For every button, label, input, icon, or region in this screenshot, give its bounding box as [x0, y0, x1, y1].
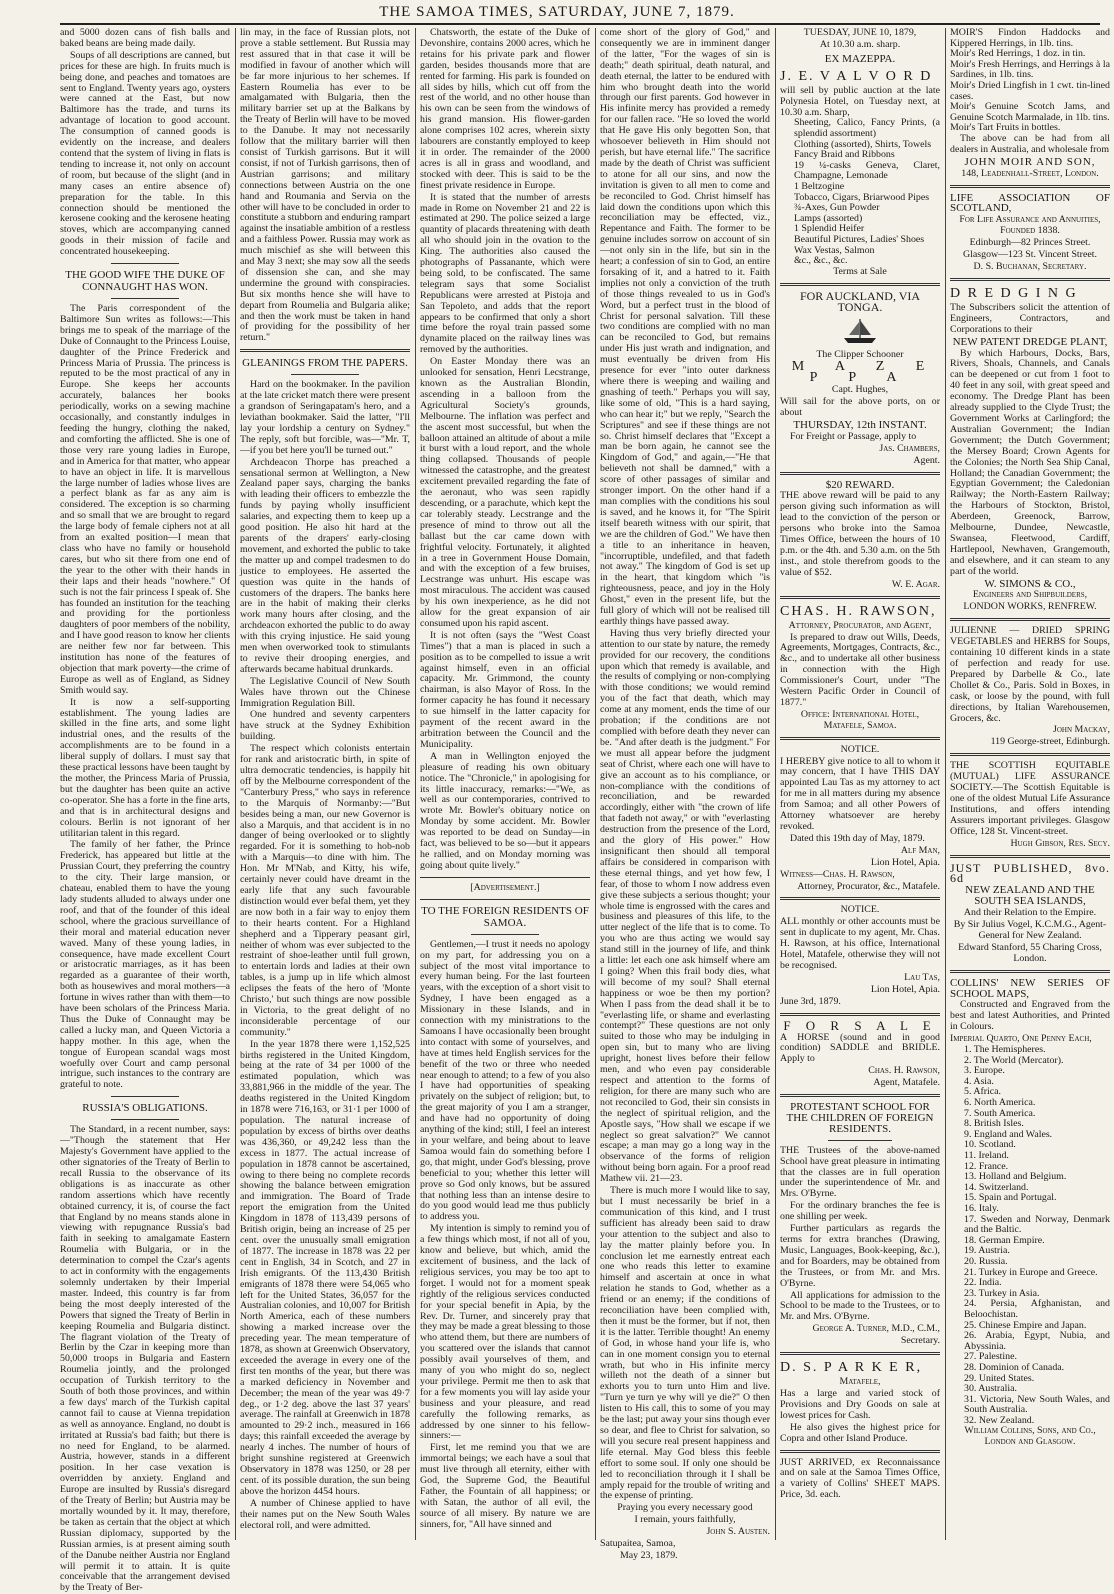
ad-body: Constructed and Engraved from the best and latest Authorities, and Printed in Colours. [950, 999, 1110, 1033]
ad-witness: Attorney, Procurator, &c., Matafele. [797, 880, 940, 892]
divider [471, 934, 539, 935]
divider [780, 1013, 940, 1016]
ad-body: For Freight or Passage, apply to [790, 430, 917, 442]
moir-item: MOIR'S Findon Haddocks and Kippered Herrings, in 1lb. tins. [950, 27, 1110, 49]
column-5-ads [780, 28, 940, 1540]
ad-ship-name: M A Z E P P A [791, 359, 939, 386]
map-list-item: 14. Switzerland. [964, 1181, 1029, 1193]
column-rule [775, 28, 776, 1540]
auction-item: Beautiful Pictures, Ladies' Shoes [794, 233, 925, 245]
divider [950, 278, 1110, 281]
map-list-item: 30. Australia. [964, 1383, 1017, 1395]
column-rule [415, 28, 416, 1540]
map-list-item: 16. Italy. [964, 1203, 999, 1214]
article-text: Archdeacon Thorpe has preached a sensational sermon at Wellington, a New Zealand paper says, charging the banks with leading their officers to embezzle the funds by paying wholly insufficient salaries, and expecting them to keep up a good position. He also hit hard at the parents of the drapers' early-closing movement, and exhorted the public to take the matter up and compel tradesmen to do justice to employees. He asserted the question was quite in the hands of customers of the drapers. The banks here are in the habit of making their clerks work many hours after closing, and the archdeacon exhorted the public to do away with this crying injustice. He said young men when overworked took to stimulants to revive their drooping energies, and afterwards became habitual drunkards. [240, 456, 410, 675]
ad-body: The Subscribers solicit the attention of Engineers, Contractors, and Corporations to their [950, 301, 1110, 335]
ad-title-school: PROTESTANT SCHOOL FOR THE CHILDREN OF FOREIGN RESIDENTS. [786, 1101, 934, 1135]
ad-body: Will sail for the above ports, on or about [780, 396, 940, 418]
map-list-item: 7. South America. [964, 1107, 1036, 1119]
ad-signature: Hugh Gibson, Res. Secy. [1010, 837, 1110, 849]
letter-text: My intention is simply to remind you of a few things which most, if not all of you, know and believe, but which, amid the excitement of business, and the lack of religious services, you may be too apt to forget. I would not for a moment speak rightly of the religious services conducted for your special benefit in Apia, by the Rev. Dr. Turner, and sincerely pray that they may be made a great blessing to those who attend them, but there are numbers of you scattered over the islands that cannot possibly avail yourselves of them, and many of you who might do so, neglect your privilege. Permit me then to ask that for a few moments you will lay aside your business and your pleasure, and read carefully the following remarks, as addressed by one sinner to his fellow-sinners:— [420, 1223, 590, 1442]
ad-signature: Secretary. [900, 1335, 940, 1347]
divider [111, 298, 179, 299]
letter-text: Gentlemen,—I trust it needs no apology on my part, for addressing you on a subject of the most vital importance to every human being. For the last fourteen years, with the exception of a short visit to Sydney, I have been engaged as a Missionary in these Islands, and in connection with my ministrations to the Samoans I have occasionally been brought into contact with some of yourselves, and have at times held English services for the benefit of the two or three who needed near enough to attend; to a few of you also I have had opportunities of speaking privately on the subject of religion; but, to the great majority of you I am a stranger, and have had no opportunity of doing anything of the kind; still, I feel an interest in your welfare, and being about to leave Samoa would fain do something before I go, that might, under God's blessing, prove beneficial to you; whether this letter will prove so God only knows, but be assured that nothing less than an intense desire to do you good would lead me thus publicly to address you. [420, 938, 590, 1223]
ad-signature: D. S. Buchanan, Secretary. [973, 261, 1087, 272]
auction-item: Clothing (assorted), Shirts, Towels [794, 138, 932, 150]
maps-list [950, 1045, 1110, 1426]
moir-item: Moir's Dried Lingfish in 1 cwt. tin-lined cases. [950, 79, 1110, 102]
ad-signature: Engineers and Shipbuilders, [972, 589, 1088, 601]
ad-body: And their Relation to the Empire. [963, 907, 1097, 919]
divider [950, 753, 1110, 756]
divider [420, 899, 590, 900]
ad-witness: Witness—Chas. H. Rawson, [780, 868, 895, 880]
article-text: Hard on the bookmaker. In the pavilion at the late cricket match there were present a grandson of Seringapatam's hero, and a leviathan bookmaker. Said the latter, "I'll lay your lordship a century on Sydney." The reply, soft but forcible, was—"Mr. T,—if you bet here you'll be turned out." [240, 379, 410, 456]
ad-signature: Lion Hotel, Apia. [870, 856, 940, 868]
map-list-item: 11. Ireland. [964, 1150, 1009, 1162]
auction-item: &c., &c., &c. [794, 255, 848, 267]
masthead-rule [60, 23, 1100, 25]
moir-item: Moir's Tart Fruits in bottles. [950, 122, 1061, 134]
auction-item: Sheeting, Calico, Fancy Prints, (a splendid assortment) [794, 117, 940, 140]
ad-role: Attorney, Procurator, and Agent, [788, 619, 932, 631]
ad-body-maps: JUST ARRIVED, ex Reconnaissance and on sale at the Samoa Times Office, a variety of Collins' SHEET MAPS. Price, 3d. each. [780, 1456, 940, 1501]
divider [780, 1094, 940, 1097]
ad-body: THE above reward will be paid to any person giving such information as will lead to the conviction of the person or persons who broke into the Samoa Times Office, between the hours of 10 p.m. or the 4th. and 5.30 a.m. on the 5th inst., and stole therefrom goods to the value of $52. [780, 490, 940, 578]
article-text: Chatsworth, the estate of the Duke of Devonshire, contains 2000 acres, which he retains for his private park and flower garden, besides thousands more that are rented for farming. His park is founded on all sides by hills, which cut off from the rest of the world, and no other house than his own can be seen from the windows of his grand mansion. His flower-garden alone comprises 102 acres, wherein sixty labourers are constantly employed to keep it in order. The remainder of the 2000 acres is all in grass and woodland, and stocked with deer. This is said to be the finest private residence in Europe. [420, 27, 590, 191]
ad-address: 148, Leadenhall-Street, London. [961, 167, 1099, 179]
divider [111, 1096, 179, 1097]
ad-signature: John Mackay, [1053, 724, 1110, 736]
ad-office: Office: International Hotel, Matafele, Samoa. [800, 708, 920, 731]
map-list-item: 23. Turkey in Asia. [964, 1287, 1040, 1299]
map-list-item: 27. Palestine. [964, 1351, 1017, 1363]
ad-body: Has a large and varied stock of Provisions and Dry Goods on sale at lowest prices for Cash. [780, 1387, 940, 1421]
ad-title-just-published: JUST PUBLISHED, 8vo. 6d [950, 860, 1110, 886]
column-rule [235, 28, 236, 1540]
ad-body: All applications for admission to the School to be made to the Trustees, or to Mr. and Mrs. O'Byrne. [780, 1289, 940, 1323]
article-text: It is now a self-supporting establishment. The young ladies are skilled in the fine arts, and some light industrial ones, and the results of the accomplishments are to be found in a liberal supply of dollars. I must say that these practical lessons have been taught by the mother, the Princess Maria of Prussia, but the daughter has been quite an active co-operator. She has a forte in the fine arts, and that is in architectural designs and colours. Berlin is not ignorant of her utilitarian talent in this regard. [60, 696, 231, 839]
map-list-item: 1. The Hemispheres. [964, 1044, 1046, 1056]
ad-address: Glasgow—123 St. Vincent Street. [963, 249, 1097, 261]
auction-time: At 10.30 a.m. sharp. [819, 38, 901, 50]
ad-body: The above can be had from all dealers in Australia, and wholesale from [950, 132, 1110, 155]
ad-sub: The Clipper Schooner [816, 349, 904, 361]
auction-item: 1 Beltzogine [794, 181, 845, 192]
advertisement-label: [Advertisement.] [470, 881, 540, 893]
ad-title-parker: D. S. P A R K E R, [780, 1360, 923, 1376]
article-text: The Legislative Council of New South Wales have thrown out the Chinese Immigration Regulation Bill. [240, 675, 410, 709]
letter-text: First, let me remind you that we are immortal beings; we each have a soul that must live through all eternity, either with God, the Supreme God, the Beautiful Father, the Fountain of all happiness; or with Satan, the author of all evil, the source of all misery. By nature we are sinners, for, "All have sinned and [420, 1442, 590, 1530]
column-6-ads [950, 28, 1110, 1540]
ad-body: By which Harbours, Docks, Bars, Rivers, Shoals, Channels, and Canals can be deepened or cut from 1 foot to 40 feet in any soil, with great speed and economy. The Dredge Plant has been already supplied to the Clyde Trust; the Government Works at Carlingford; the Australian Government; the Indian Government; the Dutch Government; the Mersey Board; Crown Agents for the Colonies; the North Sea Ship Canal, Holland; the Canadian Government; the Egyptian Government; the Caledonian Railway; the North-Eastern Railway; the Harbours of Stockton, Bristol, Aberdeen, Greenock, Barrow, Melbourne, Dundee, Newcastle, Swansea, Fleetwood, Cardiff, Hartlepool, Newhaven, Grangemouth, and elsewhere, and it can steam to any part of the world. [950, 347, 1110, 577]
headline-duke-of-connaught: THE GOOD WIFE THE DUKE OF CONNAUGHT HAS WON. [65, 269, 225, 294]
map-list-item: 6. North America. [964, 1097, 1036, 1109]
divider [780, 1352, 940, 1355]
article-text: A number of Chinese applied to have their names put on the New South Wales electoral roll, and were admitted. [240, 1497, 410, 1531]
ad-title-reward: $20 REWARD. [825, 478, 895, 491]
map-list-item: 20. Russia. [964, 1255, 1008, 1267]
ad-body-julienne: JULIENNE — DRIED SPRING VEGETABLES and HERBS for Soups, containing 10 different kinds in a state of perfection and ready for use. Prepared by Darbelle & Co., late Chollet & Co., Paris. Sold in Boxes, in cask, or loose by the pound, with full directions, by Italian Warehousemen, Grocers, &c. [950, 625, 1110, 724]
map-list-item: 18. German Empire. [964, 1234, 1045, 1246]
map-list-item: 15. Spain and Portugal. [964, 1192, 1057, 1204]
divider [780, 1450, 940, 1453]
map-list-item: 25. Chinese Empire and Japan. [964, 1319, 1087, 1331]
auction-ship: EX MAZEPPA. [824, 52, 896, 65]
map-list-item: 31. Victoria, New South Wales, and South Australia. [964, 1393, 1110, 1416]
ad-sub: Imperial Quarto, One Penny Each, [950, 1033, 1092, 1045]
map-list-item: 13. Holland and Belgium. [964, 1171, 1067, 1183]
ad-sub: NEW PATENT DREDGE PLANT, [952, 335, 1108, 348]
ad-address: Edinburgh—82 Princes Street. [969, 237, 1091, 249]
moir-item: Moir's Red Herrings, 1 doz. in tin. [950, 48, 1086, 60]
column-2 [240, 28, 410, 1540]
map-list-item: 17. Sweden and Norway, Denmark and the Baltic. [964, 1213, 1110, 1236]
auction-item: ¾-Axes, Gun Powder [794, 202, 880, 214]
article-text: It is not often (says the "West Coast Times") that a man is placed in such a position as to be compelled to issue a writ against himself, even in an official capacity. Mr. Grimmond, the county chairman, is also Mayor of Ross. In the former capacity he has found it necessary to sue himself in the latter capacity for payment of the recent award in the arbitration between the Council and the Municipality. [420, 629, 590, 750]
ad-title-for-sale: F O R S A L E [783, 1017, 937, 1033]
article-text: It is stated that the number of arrests made in Rome on November 21 and 22 is estimated at 290. The police seized a large quantity of placards threatening with death all who should join in the ovation to the King. The authorities also caused the photographs of Passanante, which were being sold, to be confiscated. The same telegram says that some Socialist Republicans were arrested at Pistoja and San Tepoleto, and adds that the report appears to be confirmed that only a short time before the royal train passed some dynamite placed on the railway lines was removed by the authorities. [420, 191, 590, 356]
ad-title-life-association: LIFE ASSOCIATION OF SCOTLAND, [950, 191, 1110, 215]
article-text: On Easter Monday there was an unlooked for sensation, Henri Lecstrange, known as the Australian Blondin, ascending in a balloon from the Agricultural Society's grounds, Melbourne. The inflation was perfect and the ascent most successful, but when the balloon attained an altitude of about a mile it burst with a loud report, and the whole thing collapsed. Thousands of people witnessed the catastrophe, and the greatest excitement prevailed regarding the fate of the aeronaut, who was seen rapidly descending, or a parachute, which kept the car tolerably steady. Lecstrange and the presence of mind to throw out all the ballast but the car came down with frightful velocity. Fortunately, it alighted in a tree in Government House Domain, and with the exception of a few bruises, Lecstrange was unhurt. His escape was most miraculous. The accident was caused by his own inexperience, as he did not allow for the great expansion of air consumed upon his rapid ascent. [420, 356, 590, 629]
ad-publisher: Edward Stanford, 55 Charing Cross, London. [958, 941, 1102, 964]
article-text: The family of her father, the Prince Frederick, has appeared but little at the Prussian Court, they preferring the country to the city. Their large mansion, or chateau, enabled them to have the young lady students alluded to always under one roof, and that of the founder of this ideal school, where the gracious surveillance of their moral and material education never waved. Many of these young ladies, in consequence, have made excellent Court or aristocratic marriages, as it has been regarded as a guarantee of their worth, both as housewives and moral mothers—a fortune in wives rather than with them—to have been scholars of the Princess Maria. Thus the Duke of Connaught may be called a lucky man, and Queen Victoria a happy mother. In this age, when the tongue of European scandal wags most woefully over Court and camp personal intrigue, such instances to the contrary are grateful to note. [60, 839, 230, 1091]
article-text: The Standard, in a recent number, says:—"Though the statement that Her Majesty's Government have applied to the other signatories of the Treaty of Berlin to recall Russia to the observance of its obligations is as inaccurate as other random assertions which have recently obtained currency, it is, of course the fact that England by no means stands alone in viewing with repugnance Russia's bad faith in seeking to amalgamate Eastern Roumelia with Bulgaria, or in the determination to compel the Czar's agents to act in conformity with the engagements solemnly undertaken by their Imperial master. Indeed, this country is far from being the most deeply interested of the Powers that signed the Treaty of Berlin in keeping Roumelia and Bulgaria distinct. The flagrant violation of the Treaty of Berlin by the Czar in keeping more than 50,000 troops in Bulgaria and Eastern Roumelia jointly, and the prolonged occupation of Turkish territory to the South of both those provinces, and within a few days' march of the Turkish capital cannot fail to cause at Vienna trepidation as well as annoyance. England, no doubt is irritated at Russia's bad faith; but there is no need for England, to be alarmed. Austria, however, stands in a different position. In her case vexation is overridden by anxiety. England and Europe are insulted by Russia's disregard of the Treaty of Berlin; but Austria may be mortally wounded by it. It may, therefore, be taken as certain that the object at which Russian diplomacy, supported by the Russian armies, is at present aiming south of the Danube neither Austria nor England will permit it to attain. It is quite conceivable that the arrangement devised by the Treaty of Ber- [60, 1124, 230, 1594]
ad-sub: For Life Assurance and Annuities, Founded 1838. [959, 214, 1101, 237]
article-text: and 5000 dozen cans of fish balls and baked beans are being made daily. [60, 27, 230, 49]
ad-title-moir: JOHN MOIR AND SON, [964, 155, 1096, 168]
ad-signature: Chas. H. Rawson, [868, 1065, 940, 1077]
map-list-item: 9. England and Wales. [964, 1128, 1053, 1140]
divider [111, 263, 179, 264]
divider [420, 877, 590, 878]
masthead: THE SAMOA TIMES, SATURDAY, JUNE 7, 1879. [379, 4, 735, 20]
divider [780, 737, 940, 740]
map-list-item: 3. Europe. [964, 1065, 1005, 1077]
ad-signature: Alf Man, [900, 844, 940, 856]
ad-signature: 119 George-street, Edinburgh. [990, 736, 1110, 748]
map-list-item: 2. The World (Mercator). [964, 1054, 1064, 1066]
map-list-item: 26. Arabia, Egypt, Nubia, and Abyssinia. [964, 1330, 1110, 1352]
ad-captain: Capt. Hughes, [831, 384, 889, 396]
ad-body: Is prepared to draw out Wills, Deeds, Agreements, Mortgages, Contracts, &c., &c., and to undertake all other business in connection with the High Commissioner's Court, under "The Western Pacific Order in Council of 1877." [780, 631, 940, 708]
map-list-item: 29. United States. [964, 1372, 1035, 1384]
auction-item: 19 ¼-casks Geneva, Claret, Champagne, Lemonade [794, 159, 940, 182]
divider [111, 1119, 179, 1120]
column-rule [945, 28, 946, 1540]
auction-item: Wax Vestas, Salmon [794, 244, 875, 256]
divider [780, 897, 940, 900]
column-3 [420, 28, 590, 1540]
map-list-item: 10. Scotland. [964, 1139, 1016, 1151]
headline-russias-obligations: RUSSIA'S OBLIGATIONS. [82, 1102, 208, 1115]
article-text: lin may, in the face of Russian plots, not prove a stable settlement. But Russia may rest assured that in that case it will be modified in favour of another which will be far more injurious to her schemes. If Eastern Roumelia has ever to be amalgamated with Bulgaria, then the military barrier set up at the Balkans by the Treaty of Berlin will have to be moved to the Danube. It may not necessarily follow that the military barrier will then consist of Turkish garrisons. But it will consist, if not of Turkish garrisons, then of Austrian garrisons; and military connections between Austria on the one hand and Roumania and Servia on the other will have to be concluded in order to constitute a stubborn and enduring rampart against the insatiable ambition of a restless and a faithless Power. Russia may work as much mischief as she will between this and May 3 next; she may sow all the seeds of dissension she can, and she may undermine the ground with conspiracies. But six months hence she will have to depart from Roumelia and Bulgaria alike; and then the work must be taken in hand of providing for the possibility of her return." [240, 27, 410, 344]
letter-signature: John S. Austen. [706, 1526, 770, 1538]
moir-item: Moir's Fresh Herrings, and Herrings à la Sardines, in 1lb. tins. [950, 58, 1110, 81]
ad-signature: W. SIMONS & CO., [984, 577, 1076, 590]
ad-date: THURSDAY, 12th INSTANT. [793, 418, 927, 431]
article-text: The Paris correspondent of the Baltimore Sun writes as follows:—This brings me to speak of the marriage of the Duke of Connaught to the Princess Louise, daughter of the Prince Frederick and Princess Maria of Prussia. The princess is reputed to be the most practical of any in Europe. She keeps her accounts accurately, balances her books periodically, works on a sewing machine occasionally, and constantly indulges in feeding the hungry, clothing the naked, and comforting the afflicted. She is one of those very rare young ladies in Europe, and in America for that matter, who appear to have an object in life. It is marvellous the large number of ladies whose lives are a perfect blank as far as any aim is considered. The exception is so charming and so small that we are brought to regard the large body of female ciphers not at all from an exalted position—I mean that class who have no family or household cares, but who sit there from one end of the year to the other with their hands in their laps and their heads "nowhere." Of such is not the fair princess I speak of. She has founded an institution for the teaching and providing for the portionless daughters of poor members of the nobility, and I have good reason to know her clients are neither few nor far between. This institution has none of the features of objection that mark poverty—the crime of Europe as well as of England, as Sidney Smith would say. [60, 303, 230, 696]
divider [780, 472, 940, 475]
auction-date: TUESDAY, JUNE 10, 1879, [803, 27, 917, 38]
map-list-item: 12. France. [964, 1160, 1009, 1172]
column-4 [600, 27, 770, 1561]
ad-signature: Agent, Matafele. [873, 1077, 940, 1089]
divider [780, 596, 940, 599]
divider [950, 618, 1110, 621]
moir-items-list [950, 28, 1110, 134]
ad-agent: Jas. Chambers, [879, 442, 940, 454]
ad-body-scottish-equitable: THE SCOTTISH EQUITABLE (MUTUAL) LIFE ASSURANCE SOCIETY.—The Scottish Equitable is one of the oldest Mutual Life Assurance Institutions, and offers intending Assurers important privileges. Glasgow Office, 128 St. Vincent-street. [950, 760, 1110, 837]
article-text: The respect which colonists entertain for rank and aristocratic birth, in spite of ultra democratic tendencies, is happily hit off by the Melbourne correspondent of the "Canterbury Press," who says in reference to the Marquis of Normanby:—"But besides being a man, our new Governor is also a Marquis, and that accident is in no danger of being overlooked or to slightly regarded. For it is something to hob-nob with a Marquis—to dine with him. The Hon. Mr M'Nab, and Kitty, his wife, certainly never could have dreamt in the early life that any such favourable distinction would ever befal them, yet they are now both in a fair way to enjoy them to their hearts content. For a Highland shepherd and a Tipperary peasant girl, neither of whom was ever subjected to the restraint of shoe-leather until full grown, to entertain lords and ladies at their own tables, is a jump up in life which almost eclipses the feats of the hero of 'Monte Christo,' but such things are now possible in Victoria, to the great delight of no inconsiderable percentage of our community." [240, 743, 410, 1038]
divider [950, 185, 1110, 188]
divider [240, 349, 410, 352]
ad-body: By Sir Julius Vogel, K.C.M.G., Agent-General for New Zealand. [953, 919, 1107, 941]
auction-item: Fancy Braid and Ribbons [794, 149, 895, 161]
ship-icon [840, 316, 880, 346]
auction-name: J. E. V A L V O R D [780, 68, 933, 84]
divider [780, 283, 940, 286]
auction-intro: will sell by public auction at the late Polynesia Hotel, on Tuesday next, at 10.30 a.m. Sharp, [780, 84, 940, 118]
ad-body: For the ordinary branches the fee is one shilling per week. [780, 1200, 940, 1223]
auction-item: 1 Splendid Heifer [794, 223, 865, 235]
ad-body: Further particulars as regards the terms for extra branches (Drawing, Music, Languages, Book-keeping, &c.), and for Boarders, may be obtained from the Trustees, or from Mr. and Mrs. O'Byrne. [780, 1223, 940, 1289]
ad-body: Dated this 19th day of May, 1879. [790, 832, 925, 844]
ad-sub: NEW ZEALAND AND THE SOUTH SEA ISLANDS, [965, 884, 1095, 908]
ad-title-collins-maps: COLLINS' NEW SERIES OF SCHOOL MAPS, [950, 976, 1110, 1000]
map-list-item: 24. Persia, Afghanistan, and Beloochistan. [964, 1298, 1110, 1320]
ad-title-auckland: FOR AUCKLAND, VIA TONGA. [799, 288, 921, 314]
article-text: In the year 1878 there were 1,152,525 births registered in the United Kingdom, being at the rate of 34 per 1000 of the estimated population, which was 33,881,966 in the middle of the year. The deaths registered in the United Kingdom in 1878 were 716,163, or 31·1 per 1000 of population. The natural increase of population by excess of births over deaths was 436,360, or 49,242 less than the excess in 1877. The actual increase of population in 1878 cannot be ascertained, owing to there being no complete records showing the balance between emigration and immigration. The Board of Trade report the emigration from the United Kingdom in 1878 of 113,439 persons of British origin, being an increase of 25 per cent. over the unusually small emigration of 1877. The increase in 1878 was 22 per cent in English, 34 in Scotch, and 27 in Irish emigrants. Of the 113,430 British emigrants of 1878 there were 54,065 who left for the United States, 36,057 for the Australian colonies, and 10,007 for British North America, each of these numbers showing a marked increase over the preceding year. The mean temperature of 1878, as shown at Greenwich Observatory, exceeded the average in every one of the first ten months of the year, but there was a marked deficiency in November and December; the mean of the year was 49·7 deg., or 1·2 deg. above the last 37 years' average. The rainfall at Greenwich in 1878 amounted to 29·2 inch., measured in 166 days; this rainfall exceeded the average by nearly 4 inches. The number of hours of bright sunshine registered at Greenwich Observatory in 1878 was 1250, or 28 per cent. of its possible duration, the sun being above the horizon 4454 hours. [240, 1038, 410, 1497]
ad-signature: George A. Turner, M.D., C.M., [812, 1323, 940, 1335]
auction-terms: Terms at Sale [833, 265, 887, 277]
letter-date: May 23, 1879. [620, 1549, 678, 1561]
map-list-item: 4. Asia. [964, 1075, 994, 1087]
ad-signature: Lion Hotel, Apia. [870, 983, 940, 995]
map-list-item: 21. Turkey in Europe and Greece. [964, 1266, 1098, 1278]
column-1 [60, 27, 231, 1594]
ad-body: I HEREBY give notice to all to whom it may concern, that I have THIS DAY appointed Lau Tas as my attorney to act for me in all matters during my absence from Samoa; and all other Powers of Attorney whatsoever are hereby revoked. [780, 755, 940, 832]
letter-text: Having thus very briefly directed your attention to our state by nature, the remedy provided for our recovery, the conditions upon which that remedy is available, and the results of complying or non-complying with those conditions; we would remind you of the fact that death, which may come at any moment, ends the time of our probation; if the conditions are not complied with before death they never can be. "And after death is the judgment." For we must all appear before the judgment seat of Christ, where each one will have to give an account as to his compliance, or non-compliance with the conditions of reconciliation, and be rewarded accordingly, either with "the crown of life that fadeth not away," or with "everlasting destruction from the presence of the Lord, and the glory of His power." How insignificant then should all temporal affairs be considered in comparison with these eternal things, and yet how few, I fear, of those to whom I now address even give these subjects a serious thought; your whole time is engrossed with the cares and business and pleasures of this life, to the utter neglect of the life that is to come. To you who are thus acting we would say stand still in the journey of life, and think a little: let each one ask himself where am I going? When this frail body dies, what will become of my soul? Shall eternal happiness or woe be then my portion? When I pass from the dead shall it be to "everlasting life, or shame and everlasting contempt?" These questions are not only suited to those who may be indulging in open sin, but to many who are living upright, honest lives before their fellow men, and who even pay considerable respect and attention to the forms of religion, for there are many such who are not reconciled to God, their sin consists in the neglect of spiritual religion, and the Apostle says, "How shall we escape if we neglect so great salvation?" We cannot escape; a man may go a long way in the observance of the forms of religion without being born again. For a proof read Mathew vii. 21—23. [600, 627, 770, 1185]
divider [291, 374, 359, 375]
auction-item: Tobacco, Cigars, Briarwood Pipes [794, 191, 930, 203]
ad-title-notice: NOTICE. [840, 743, 880, 755]
ad-body: A HORSE (sound and in good condition) SADDLE and BRIDLE. Apply to [780, 1031, 940, 1065]
ad-signature: LONDON WORKS, RENFREW. [963, 601, 1097, 613]
article-text: A man in Wellington enjoyed the pleasure of reading his own obituary notice. The "Chronicle," in apologising for its little inaccuracy, remarks:—"We, as well as our contemporaries, contrived to wrote Mr. Bowler's obituary notice on Monday by some accident. Mr. Bowler was reported to be dead on Sunday—in fact, was believed to be so—but it appears he rallied, and on Monday morning was going about quite lively." [420, 750, 590, 871]
ad-title-notice: NOTICE. [840, 904, 880, 916]
ad-signature: W. E. Agar. [891, 578, 940, 590]
divider [950, 970, 1110, 973]
headline-gleanings: GLEANINGS FROM THE PAPERS. [242, 357, 408, 370]
ad-agent-title: Agent. [913, 454, 940, 466]
map-list-item: 28. Dominion of Canada. [964, 1361, 1065, 1373]
ad-date: June 3rd, 1879. [780, 995, 841, 1007]
letter-closing: I remain, yours faithfully, [634, 1514, 736, 1526]
ad-body: ALL monthly or other accounts must be sent in duplicate to my agent, Mr. Chas. H. Rawson, at his office, International Hotel, Matafele, otherwise they will not be recognised. [780, 916, 940, 971]
divider [828, 1140, 892, 1141]
ad-place: Matafele, [839, 1376, 881, 1388]
letter-text: There is much more I would like to say, but I must necessarily be brief in a communication of this kind, and I trust sufficient has already been said to draw your attention to the subject and also to lay the matter plainly before you. In conclusion let me earnestly entreat each one who reads this letter to examine himself and ascertain at once in what relation he stands to God, whether as a friend or an enemy; if the conditions of reconciliation have been complied with, then it must be the former, but if not, then it is the latter. Terrible thought! An enemy of God, in whose hand your life is, who can in one moment consign you to eternal wrath, but who in His infinite mercy willeth not the death of a sinner but exhorts you to turn unto Him and live. "Turn ye turn ye why will ye die?" O then listen to His call, this to some of you may be the last; put away your sins though ever so dear, and flee to Christ for salvation, so will you secure real present happiness and life eternal. May God bless this feeble effort to some soul. If only one should be led to reconciliation through it I shall be amply repaid for the trouble of writing and the expense of printing. [600, 1185, 770, 1502]
letter-place: Satupaitea, Samoa, [600, 1538, 676, 1550]
moir-item: Moir's Genuine Scotch Jams, and Genuine Scotch Marmalade, in 1lb. tins. [950, 101, 1110, 123]
auction-items-list [780, 118, 940, 266]
ad-title-rawson: CHAS. H. RAWSON, [780, 603, 937, 619]
map-list-item: 22. India. [964, 1277, 1002, 1289]
ad-signature: William Collins, Sons, and Co., London and Glasgow. [964, 1425, 1096, 1448]
map-list-item: 8. British Isles. [964, 1118, 1024, 1130]
map-list-item: 5. Africa. [964, 1086, 1002, 1098]
map-list-item: 19. Austria. [964, 1245, 1010, 1257]
article-text: One hundred and seventy carpenters have struck at the Sydney Exhibition building. [240, 709, 410, 743]
ad-body: THE Trustees of the above-named School have great pleasure in intimating that the classes are in full operation under the superintendence of Mr. and Mrs. O'Byrne. [780, 1144, 940, 1200]
headline-foreign-residents: TO THE FOREIGN RESIDENTS OF SAMOA. [421, 904, 589, 929]
auction-item: Lamps (assorted) [794, 212, 863, 224]
column-rule [595, 28, 596, 1540]
ad-body: He also gives the highest price for Copra and other Island Produce. [780, 1421, 940, 1444]
divider [950, 855, 1110, 858]
ad-signature: Lau Tas, [904, 971, 940, 983]
article-text: Soups of all descriptions are canned, but prices for these are high. In fruits much is being done, and peaches and tomatoes are sent to England. Twenty years ago, oysters were canned at the East, but now Baltimore has the trade, and turns its advantage of location to good account. The consumption of canned goods is evidently on the increase, and dealers contend that the system of living in flats is tending to increase it, not only on account of room, but because of the slight (and in many cases an entire absence of) preparation for the table. In this connection should be mentioned the kerosene cooking and the kerosene heating stoves, which are accompanying canned goods in their mission of facile and concentrated housekeeping. [60, 49, 230, 258]
letter-closing: Praying you every necessary good [617, 1502, 753, 1514]
letter-text: come short of the glory of God," and consequently we are in imminent danger of the latter, "For the wages of sin is death;" death spiritual, death natural, and death eternal, the latter to be endured with him who brought death into the world through our first parents. God however in His infinite mercy has provided a remedy for our fallen race. "He so loved the world that He gave His only begotten Son, that whosoever believeth in Him should not perish, but have eternal life." The sacrifice made by the death of Christ was sufficient to atone for all our sins, and now the invitation is given to all men to come and be reconciled to God. Christ himself has laid down the conditions upon which this reconciliation may be effected, viz., Repentance and Faith. The former to be genuine includes sorrow on account of sin—not only sin in the life, but sin in the heart; a confession of sin to God, an entire forsaking of it, and a hatred to it. Faith implies not only a conviction of the truth of those things revealed to us in God's Word, but a perfect trust in the blood of Christ for personal salvation. Till these two conditions are complied with no man can be reconciled to God, but remains under His just wrath and indignation, and must eventually be driven from His presence for ever "into outer darkness where there is weeping and wailing and gnashing of teeth." Perhaps you will say, like some of old, "This is a hard saying, who can hear it;" but we reply, "Search the Scriptures" and see if these things are not so. Christ himself declares that "Except a man be born again, he cannot see the Kingdom of God," and again,—"He that believeth not shall be damned," with a score of other passages of similar and stronger import. On the other hand if a man complies with the conditions his soul is saved, and he knows it, for "The Spirit itself beareth witness with our spirit, that we are the children of God." We have then a title to an inheritance in heaven, "incorruptible, undefiled, and that fadeth not away." The kingdom of God is set up in the heart, that kingdom which "is righteousness, peace, and joy in the Holy Ghost," even in the present life, but the full glory of which will not be realised till earthly things have passed away. [600, 27, 770, 627]
ad-title-dredging: D R E D G I N G [950, 285, 1078, 301]
map-list-item: 32. New Zealand. [964, 1414, 1035, 1426]
